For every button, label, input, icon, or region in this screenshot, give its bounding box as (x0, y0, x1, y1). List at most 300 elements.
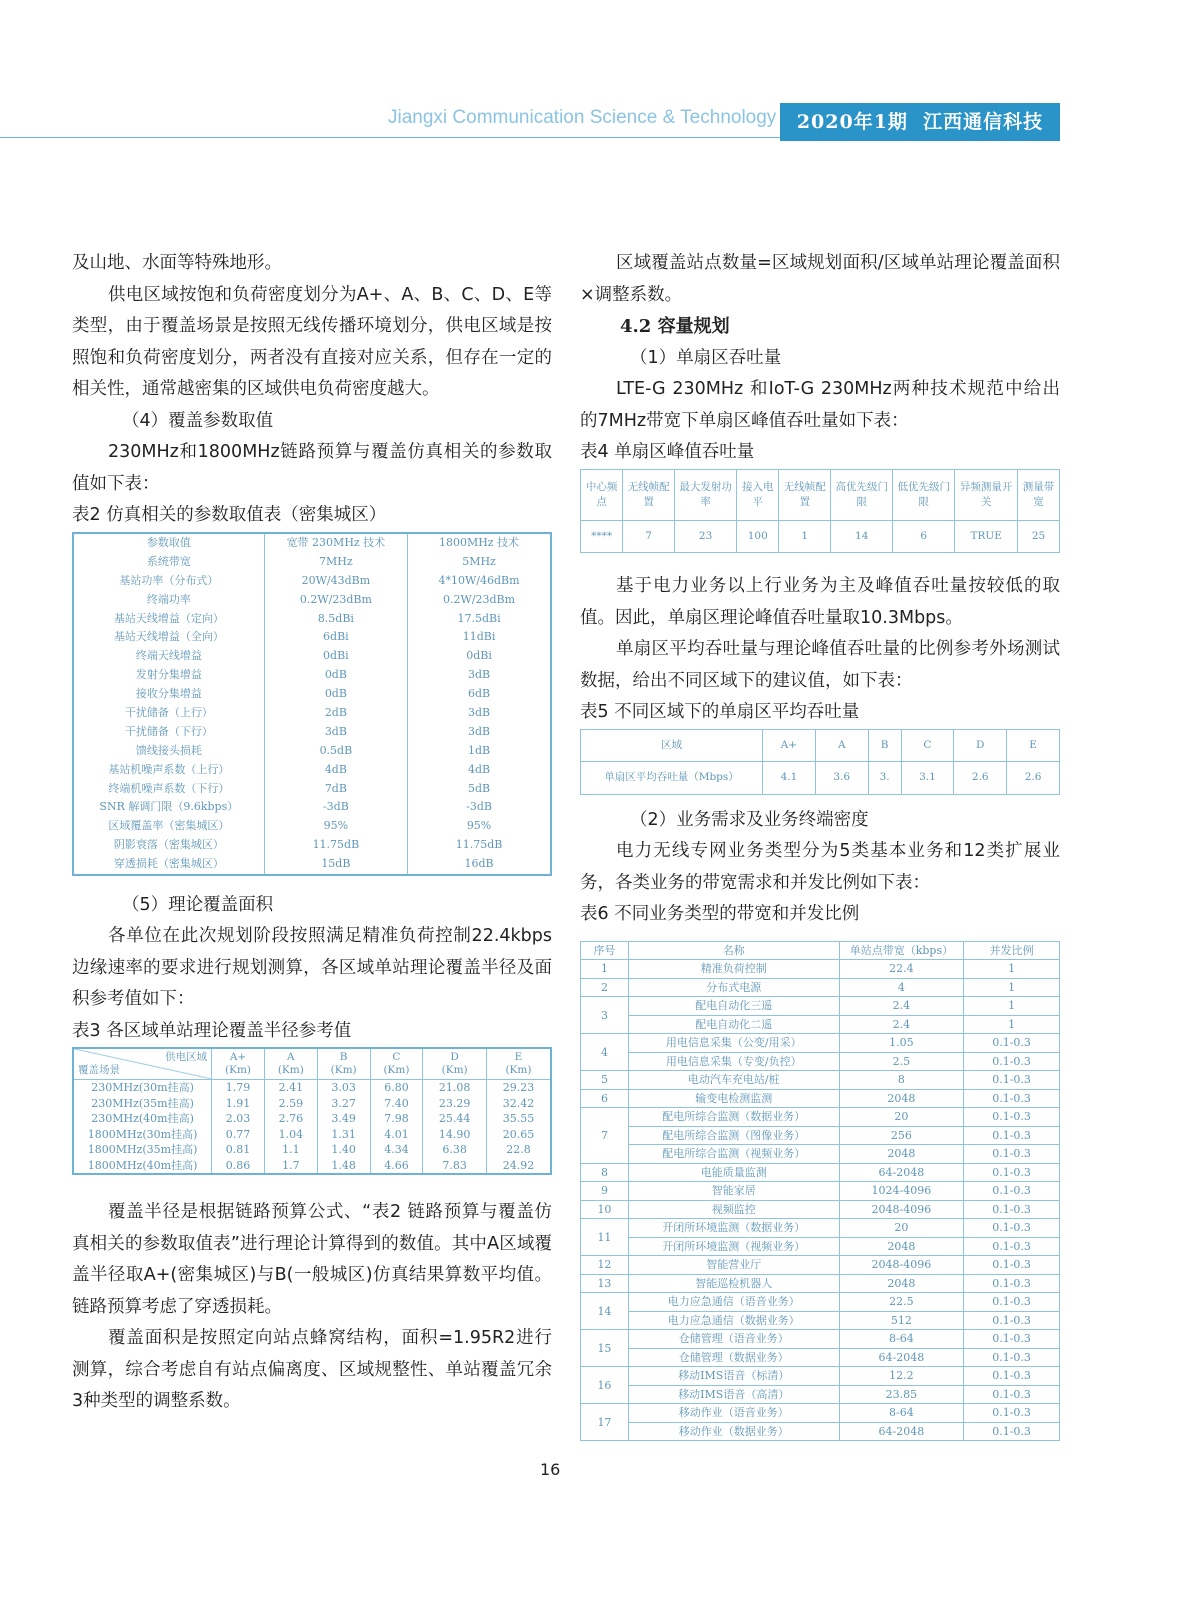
table-cell: 阴影衰落（密集城区） (73, 836, 264, 855)
table-row (581, 1071, 1060, 1090)
table-cell: 用电信息采集（专变/负控） (628, 1052, 839, 1071)
table-cell: 2048-4096 (839, 1200, 964, 1219)
table-row (73, 647, 551, 666)
table-cell: 配电所综合监测（图像业务） (628, 1126, 839, 1145)
header-label: A (287, 1051, 295, 1064)
table-cell: 4.66 (370, 1158, 423, 1175)
table-cell: 1 (779, 520, 831, 553)
table-cell: 配电自动化二遥 (628, 1015, 839, 1034)
header-label: E (514, 1051, 523, 1064)
table-row (73, 609, 551, 628)
subheading: （4）覆盖参数取值 (122, 410, 274, 431)
subheading: （1）单扇区吞吐量 (630, 347, 782, 368)
table-caption: 表6 不同业务类型的带宽和并发比例 (580, 904, 860, 924)
table-cell: 2048 (839, 1237, 964, 1256)
table-cell: 64-2048 (839, 1163, 964, 1182)
table-row (581, 997, 1060, 1016)
table-row (73, 628, 551, 647)
table-cell: 230MHz(35m挂高) (73, 1096, 212, 1112)
header-unit: (Km) (277, 1064, 304, 1077)
row-number-cell: 17 (581, 1404, 629, 1441)
header-label: D (450, 1051, 459, 1064)
table-cell: 7.98 (370, 1111, 423, 1127)
left-column (72, 248, 552, 1418)
paragraph: 单扇区平均吞吐量与理论峰值吞吐量的比例参考外场测试数据，给出不同区域下的建议值，如下表： (580, 639, 1060, 691)
table-header-cell (370, 1048, 423, 1080)
table-row (73, 836, 551, 855)
table-cell: 64-2048 (839, 1348, 964, 1367)
table-cell: 0.1-0.3 (964, 1163, 1060, 1182)
table-cell: 分布式电源 (628, 978, 839, 997)
table-header-row (581, 469, 1060, 520)
table-row (581, 978, 1060, 997)
table-cell: 0.1-0.3 (964, 1034, 1060, 1053)
table-cell: 0.1-0.3 (964, 1311, 1060, 1330)
table-cell: 32.42 (486, 1096, 551, 1112)
table-cell: -3dB (264, 798, 407, 817)
table-cell: 2.03 (212, 1111, 265, 1127)
table-cell: 1.91 (212, 1096, 265, 1112)
table-cell: 22.5 (839, 1293, 964, 1312)
table-cell: 3.49 (317, 1111, 370, 1127)
table-cell: 4 (839, 978, 964, 997)
table-cell: 17.5dBi (408, 609, 551, 628)
table-cell: 256 (839, 1126, 964, 1145)
table-cell: 2.5 (839, 1052, 964, 1071)
table-row (581, 1034, 1060, 1053)
table-cell: 3.1 (901, 762, 954, 795)
table-cell: 电力应急通信（语音业务） (628, 1293, 839, 1312)
table-cell: 移动作业（数据业务） (628, 1422, 839, 1441)
table-cell: 0.1-0.3 (964, 1385, 1060, 1404)
table-4 (580, 469, 1060, 554)
row-number-cell: 5 (581, 1071, 629, 1090)
table-cell: 配电所综合监测（视频业务） (628, 1145, 839, 1164)
table-cell: 95% (408, 817, 551, 836)
table-cell: 1.1 (264, 1142, 317, 1158)
table-cell: 4dB (264, 760, 407, 779)
table-cell: 20 (839, 1219, 964, 1238)
table-cell: 用电信息采集（公变/用采） (628, 1034, 839, 1053)
table-cell: 1800MHz(30m挂高) (73, 1127, 212, 1143)
table-row (73, 760, 551, 779)
table-cell: 终端机噪声系数（下行） (73, 779, 264, 798)
table-row (581, 1293, 1060, 1312)
paragraph: 供电区域按饱和负荷密度划分为A+、A、B、C、D、E等类型，由于覆盖场景是按照无线传播环境划分，供电区域是按照饱和负荷密度划分，两者没有直接对应关系，但存在一定的相关性，通常越密集的区域供电负荷密度越大。 (72, 284, 552, 399)
journal-name-en: Jiangxi Communication Science & Technology (388, 107, 777, 128)
table-cell: 7MHz (264, 552, 407, 571)
table-header-row (73, 1048, 551, 1080)
table-header-cell: 高优先级门限 (831, 469, 893, 520)
table-cell: 24.92 (486, 1158, 551, 1175)
issue-label: 2020年1期 (796, 111, 908, 133)
table-row (581, 1200, 1060, 1219)
table-row (581, 1052, 1060, 1071)
row-number-cell: 15 (581, 1330, 629, 1367)
table-cell: 2.6 (954, 762, 1007, 795)
table-cell: 0.1-0.3 (964, 1089, 1060, 1108)
table-row (581, 1237, 1060, 1256)
section-heading: 4.2 容量规划 (620, 316, 730, 337)
table-cell: 移动IMS语音（标清） (628, 1367, 839, 1386)
table-header-cell (486, 1048, 551, 1080)
table-cell: 7 (623, 520, 675, 553)
table-header-cell: 测量带宽 (1018, 469, 1060, 520)
table-cell: 3dB (408, 722, 551, 741)
table-cell: 3dB (408, 666, 551, 685)
table-row (73, 1096, 551, 1112)
header-label: B (339, 1051, 348, 1064)
header-unit: (Km) (225, 1064, 252, 1077)
table-cell: 22.4 (839, 960, 964, 979)
paragraph: 电力无线专网业务类型分为5类基本业务和12类扩展业务，各类业务的带宽需求和并发比例如下表： (580, 841, 1060, 893)
table-cell: 视频监控 (628, 1200, 839, 1219)
table-row (581, 1385, 1060, 1404)
table-header-cell: A+ (763, 729, 816, 762)
table-cell: 1.7 (264, 1158, 317, 1175)
table-cell: 6dB (408, 685, 551, 704)
table-row (73, 817, 551, 836)
table-cell: 0.77 (212, 1127, 265, 1143)
table-cell: 仓储管理（语音业务） (628, 1330, 839, 1349)
table-cell: 馈线接头损耗 (73, 741, 264, 760)
table-cell: 4*10W/46dBm (408, 571, 551, 590)
table-header-cell: A (815, 729, 868, 762)
table-cell: 1 (964, 960, 1060, 979)
table-3 (72, 1047, 552, 1175)
table-cell: 23 (675, 520, 737, 553)
table-row (73, 1080, 551, 1096)
table-cell: 12.2 (839, 1367, 964, 1386)
table-cell: 终端天线增益 (73, 647, 264, 666)
table-cell: 电能质量监测 (628, 1163, 839, 1182)
table-cell: 2048 (839, 1145, 964, 1164)
table-header-cell: 参数取值 (73, 533, 264, 553)
table-cell: 3.6 (815, 762, 868, 795)
table-cell: 35.55 (486, 1111, 551, 1127)
table-row (581, 960, 1060, 979)
row-number-cell: 8 (581, 1163, 629, 1182)
table-cell: 11dBi (408, 628, 551, 647)
table-cell: 移动作业（语音业务） (628, 1404, 839, 1423)
table-cell: 2dB (264, 704, 407, 723)
paragraph: 基于电力业务以上行业务为主及峰值吞吐量按较低的取值。因此，单扇区理论峰值吞吐量取10.3Mbps。 (580, 576, 1060, 628)
table-row (581, 1182, 1060, 1201)
table-cell: 2048 (839, 1274, 964, 1293)
table-cell: 14.90 (423, 1127, 487, 1143)
table-cell: 20 (839, 1108, 964, 1127)
table-cell: 0.1-0.3 (964, 1293, 1060, 1312)
table-cell: 0.1-0.3 (964, 1404, 1060, 1423)
table-cell: 1 (964, 1015, 1060, 1034)
journal-name-cn: 江西通信科技 (923, 111, 1044, 133)
row-number-cell: 11 (581, 1219, 629, 1256)
table-cell: 单扇区平均吞吐量（Mbps） (581, 762, 763, 795)
table-cell: 终端功率 (73, 590, 264, 609)
table-cell: 15dB (264, 855, 407, 875)
row-number-cell: 10 (581, 1200, 629, 1219)
table-cell: 基站天线增益（全向） (73, 628, 264, 647)
corner-label-top: 供电区域 (165, 1051, 208, 1064)
paragraph: 各单位在此次规划阶段按照满足精准负荷控制22.4kbps边缘速率的要求进行规划测算，各区域单站理论覆盖半径及面积参考值如下： (72, 926, 552, 1010)
table-6 (580, 941, 1060, 1442)
journal-issue-banner (780, 103, 1060, 141)
table-cell: 配电所综合监测（数据业务） (628, 1108, 839, 1127)
table-cell: 2.4 (839, 1015, 964, 1034)
table-cell: 0.1-0.3 (964, 1367, 1060, 1386)
table-row (73, 590, 551, 609)
table-cell: 4.01 (370, 1127, 423, 1143)
table-cell: 1.05 (839, 1034, 964, 1053)
table-cell: 22.8 (486, 1142, 551, 1158)
table-cell: 0.1-0.3 (964, 1182, 1060, 1201)
table-cell: 0.2W/23dBm (408, 590, 551, 609)
table-cell: 6 (893, 520, 955, 553)
table-row (73, 571, 551, 590)
table-row (73, 666, 551, 685)
table-cell: 0dB (264, 666, 407, 685)
table-cell: SNR 解调门限（9.6kbps） (73, 798, 264, 817)
table-cell: 1dB (408, 741, 551, 760)
table-header-cell: 区域 (581, 729, 763, 762)
table-cell: 3. (868, 762, 901, 795)
table-cell: 4dB (408, 760, 551, 779)
table-cell: 0.1-0.3 (964, 1330, 1060, 1349)
table-cell: 5dB (408, 779, 551, 798)
table-cell: 25.44 (423, 1111, 487, 1127)
table-cell: 0dB (264, 685, 407, 704)
row-number-cell: 13 (581, 1274, 629, 1293)
table-cell: 1024-4096 (839, 1182, 964, 1201)
table-cell: 21.08 (423, 1080, 487, 1096)
table-cell: 输变电检测监测 (628, 1089, 839, 1108)
table-2 (72, 532, 552, 876)
table-cell: 0.1-0.3 (964, 1108, 1060, 1127)
table-header-cell: 宽带 230MHz 技术 (264, 533, 407, 553)
subheading: （2）业务需求及业务终端密度 (630, 809, 869, 830)
table-cell: 23.85 (839, 1385, 964, 1404)
table-cell: 64-2048 (839, 1422, 964, 1441)
table-cell: 6.38 (423, 1142, 487, 1158)
table-caption: 表5 不同区域下的单扇区平均吞吐量 (580, 702, 860, 722)
table-header-cell (264, 1048, 317, 1080)
table-header-row (581, 941, 1060, 960)
table-cell: 2.41 (264, 1080, 317, 1096)
header-label: C (392, 1051, 401, 1064)
table-cell: 0dBi (264, 647, 407, 666)
table-caption: 表2 仿真相关的参数取值表（密集城区） (72, 505, 387, 525)
header-label: A+ (229, 1051, 247, 1064)
table-cell: 移动IMS语音（高清） (628, 1385, 839, 1404)
table-header-cell: 无线帧配置 (623, 469, 675, 520)
paragraph: 230MHz和1800MHz链路预算与覆盖仿真相关的参数取值如下表： (72, 442, 552, 494)
table-row (73, 685, 551, 704)
table-cell: 1800MHz(40m挂高) (73, 1158, 212, 1175)
table-cell: 8.5dBi (264, 609, 407, 628)
table-row (581, 1015, 1060, 1034)
subheading: （5）理论覆盖面积 (122, 894, 274, 915)
table-cell: 0.5dB (264, 741, 407, 760)
table-header-cell: 名称 (628, 941, 839, 960)
table-row (73, 1127, 551, 1143)
table-cell: 精准负荷控制 (628, 960, 839, 979)
table-cell: 2.4 (839, 997, 964, 1016)
header-unit: (Km) (330, 1064, 357, 1077)
table-cell: 0.1-0.3 (964, 1219, 1060, 1238)
table-cell: 512 (839, 1311, 964, 1330)
table-cell: 16dB (408, 855, 551, 875)
table-cell: 3dB (264, 722, 407, 741)
header-unit: (Km) (505, 1064, 532, 1077)
table-row (581, 1330, 1060, 1349)
table-cell: 1.40 (317, 1142, 370, 1158)
table-header-cell: 并发比例 (964, 941, 1060, 960)
header-unit: (Km) (383, 1064, 410, 1077)
table-cell: 0.81 (212, 1142, 265, 1158)
table-row (73, 704, 551, 723)
table-cell: 3.03 (317, 1080, 370, 1096)
table-header-cell: 1800MHz 技术 (408, 533, 551, 553)
table-cell: 0.1-0.3 (964, 1200, 1060, 1219)
table-cell: 2048-4096 (839, 1256, 964, 1275)
table-header-cell: 单站点带宽（kbps） (839, 941, 964, 960)
table-cell: 0.1-0.3 (964, 1071, 1060, 1090)
table-cell: 1 (964, 978, 1060, 997)
table-cell: 2048 (839, 1089, 964, 1108)
table-cell: 25 (1018, 520, 1060, 553)
table-header-cell: 异频测量开关 (955, 469, 1018, 520)
table-cell: 1.48 (317, 1158, 370, 1175)
table-cell: 开闭所环境监测（数据业务） (628, 1219, 839, 1238)
table-cell: 0.86 (212, 1158, 265, 1175)
table-cell: 23.29 (423, 1096, 487, 1112)
table-row (581, 1311, 1060, 1330)
table-cell: 2.76 (264, 1111, 317, 1127)
row-number-cell: 2 (581, 978, 629, 997)
table-5 (580, 729, 1060, 795)
table-cell: 100 (737, 520, 779, 553)
paragraph: 及山地、水面等特殊地形。 (72, 253, 282, 273)
table-cell: 4.1 (763, 762, 816, 795)
table-cell: 发射分集增益 (73, 666, 264, 685)
table-cell: 基站机噪声系数（上行） (73, 760, 264, 779)
paragraph: 覆盖面积是按照定向站点蜂窝结构，面积=1.95R2进行测算，综合考虑自有站点偏离度、区域规整性、单站覆盖冗余3种类型的调整系数。 (72, 1328, 552, 1412)
table-header-cell: 序号 (581, 941, 629, 960)
table-row (581, 1422, 1060, 1441)
table-cell: 1.31 (317, 1127, 370, 1143)
table-cell: 230MHz(30m挂高) (73, 1080, 212, 1096)
table-cell: 0.1-0.3 (964, 1274, 1060, 1293)
table-row (581, 1219, 1060, 1238)
table-cell: **** (581, 520, 623, 553)
page-number: 16 (540, 1460, 561, 1479)
table-header-row (581, 729, 1060, 762)
table-cell: 智能营业厅 (628, 1256, 839, 1275)
table-caption: 表4 单扇区峰值吞吐量 (580, 442, 755, 462)
table-row (73, 552, 551, 571)
table-cell: 0.2W/23dBm (264, 590, 407, 609)
paragraph: 区域覆盖站点数量=区域规划面积/区域单站理论覆盖面积×调整系数。 (580, 253, 1060, 305)
table-cell: 0.1-0.3 (964, 1237, 1060, 1256)
table-cell: 14 (831, 520, 893, 553)
table-row (581, 1348, 1060, 1367)
table-cell: 干扰储备（下行） (73, 722, 264, 741)
corner-label-bottom: 覆盖场景 (78, 1064, 120, 1077)
table-cell: 3dB (408, 704, 551, 723)
row-number-cell: 16 (581, 1367, 629, 1404)
table-cell: 2.6 (1007, 762, 1060, 795)
row-number-cell: 7 (581, 1108, 629, 1164)
table-row (73, 855, 551, 875)
table-cell: 8 (839, 1071, 964, 1090)
table-header-cell: D (954, 729, 1007, 762)
table-cell: 接收分集增益 (73, 685, 264, 704)
table-cell: 基站功率（分布式） (73, 571, 264, 590)
table-row (581, 1274, 1060, 1293)
table-cell: 5MHz (408, 552, 551, 571)
table-header-cell: B (868, 729, 901, 762)
table-cell: 20W/43dBm (264, 571, 407, 590)
table-cell: 3.27 (317, 1096, 370, 1112)
table-row (581, 1256, 1060, 1275)
table-cell: 2.59 (264, 1096, 317, 1112)
row-number-cell: 6 (581, 1089, 629, 1108)
table-cell: 11.75dB (264, 836, 407, 855)
table-row (73, 1111, 551, 1127)
row-number-cell: 14 (581, 1293, 629, 1330)
table-cell: 智能巡检机器人 (628, 1274, 839, 1293)
table-header-cell: C (901, 729, 954, 762)
table-corner-cell (73, 1048, 212, 1080)
table-header-cell: 无线帧配置 (779, 469, 831, 520)
table-header-cell (423, 1048, 487, 1080)
table-row (581, 1145, 1060, 1164)
table-cell: 0.1-0.3 (964, 1145, 1060, 1164)
table-row (73, 722, 551, 741)
table-row (581, 1089, 1060, 1108)
table-row (73, 741, 551, 760)
table-cell: 6.80 (370, 1080, 423, 1096)
table-row (581, 1404, 1060, 1423)
table-cell: 配电自动化三遥 (628, 997, 839, 1016)
table-cell: 0.1-0.3 (964, 1348, 1060, 1367)
table-cell: 4.34 (370, 1142, 423, 1158)
table-cell: 0.1-0.3 (964, 1422, 1060, 1441)
row-number-cell: 1 (581, 960, 629, 979)
table-cell: 0.1-0.3 (964, 1256, 1060, 1275)
table-cell: 1.04 (264, 1127, 317, 1143)
table-cell: 7.83 (423, 1158, 487, 1175)
table-row (73, 1158, 551, 1175)
table-cell: 11.75dB (408, 836, 551, 855)
table-cell: 智能家居 (628, 1182, 839, 1201)
table-cell: 8-64 (839, 1404, 964, 1423)
table-row (581, 1126, 1060, 1145)
table-cell: 95% (264, 817, 407, 836)
row-number-cell: 4 (581, 1034, 629, 1071)
table-header-cell (212, 1048, 265, 1080)
table-cell: 6dBi (264, 628, 407, 647)
table-cell: 干扰储备（上行） (73, 704, 264, 723)
table-header-cell: E (1007, 729, 1060, 762)
table-row (581, 762, 1060, 795)
table-cell: 仓储管理（数据业务） (628, 1348, 839, 1367)
table-cell: 电动汽车充电站/桩 (628, 1071, 839, 1090)
table-cell: 1.79 (212, 1080, 265, 1096)
table-cell: -3dB (408, 798, 551, 817)
table-header-row (73, 533, 551, 553)
table-header-cell (317, 1048, 370, 1080)
